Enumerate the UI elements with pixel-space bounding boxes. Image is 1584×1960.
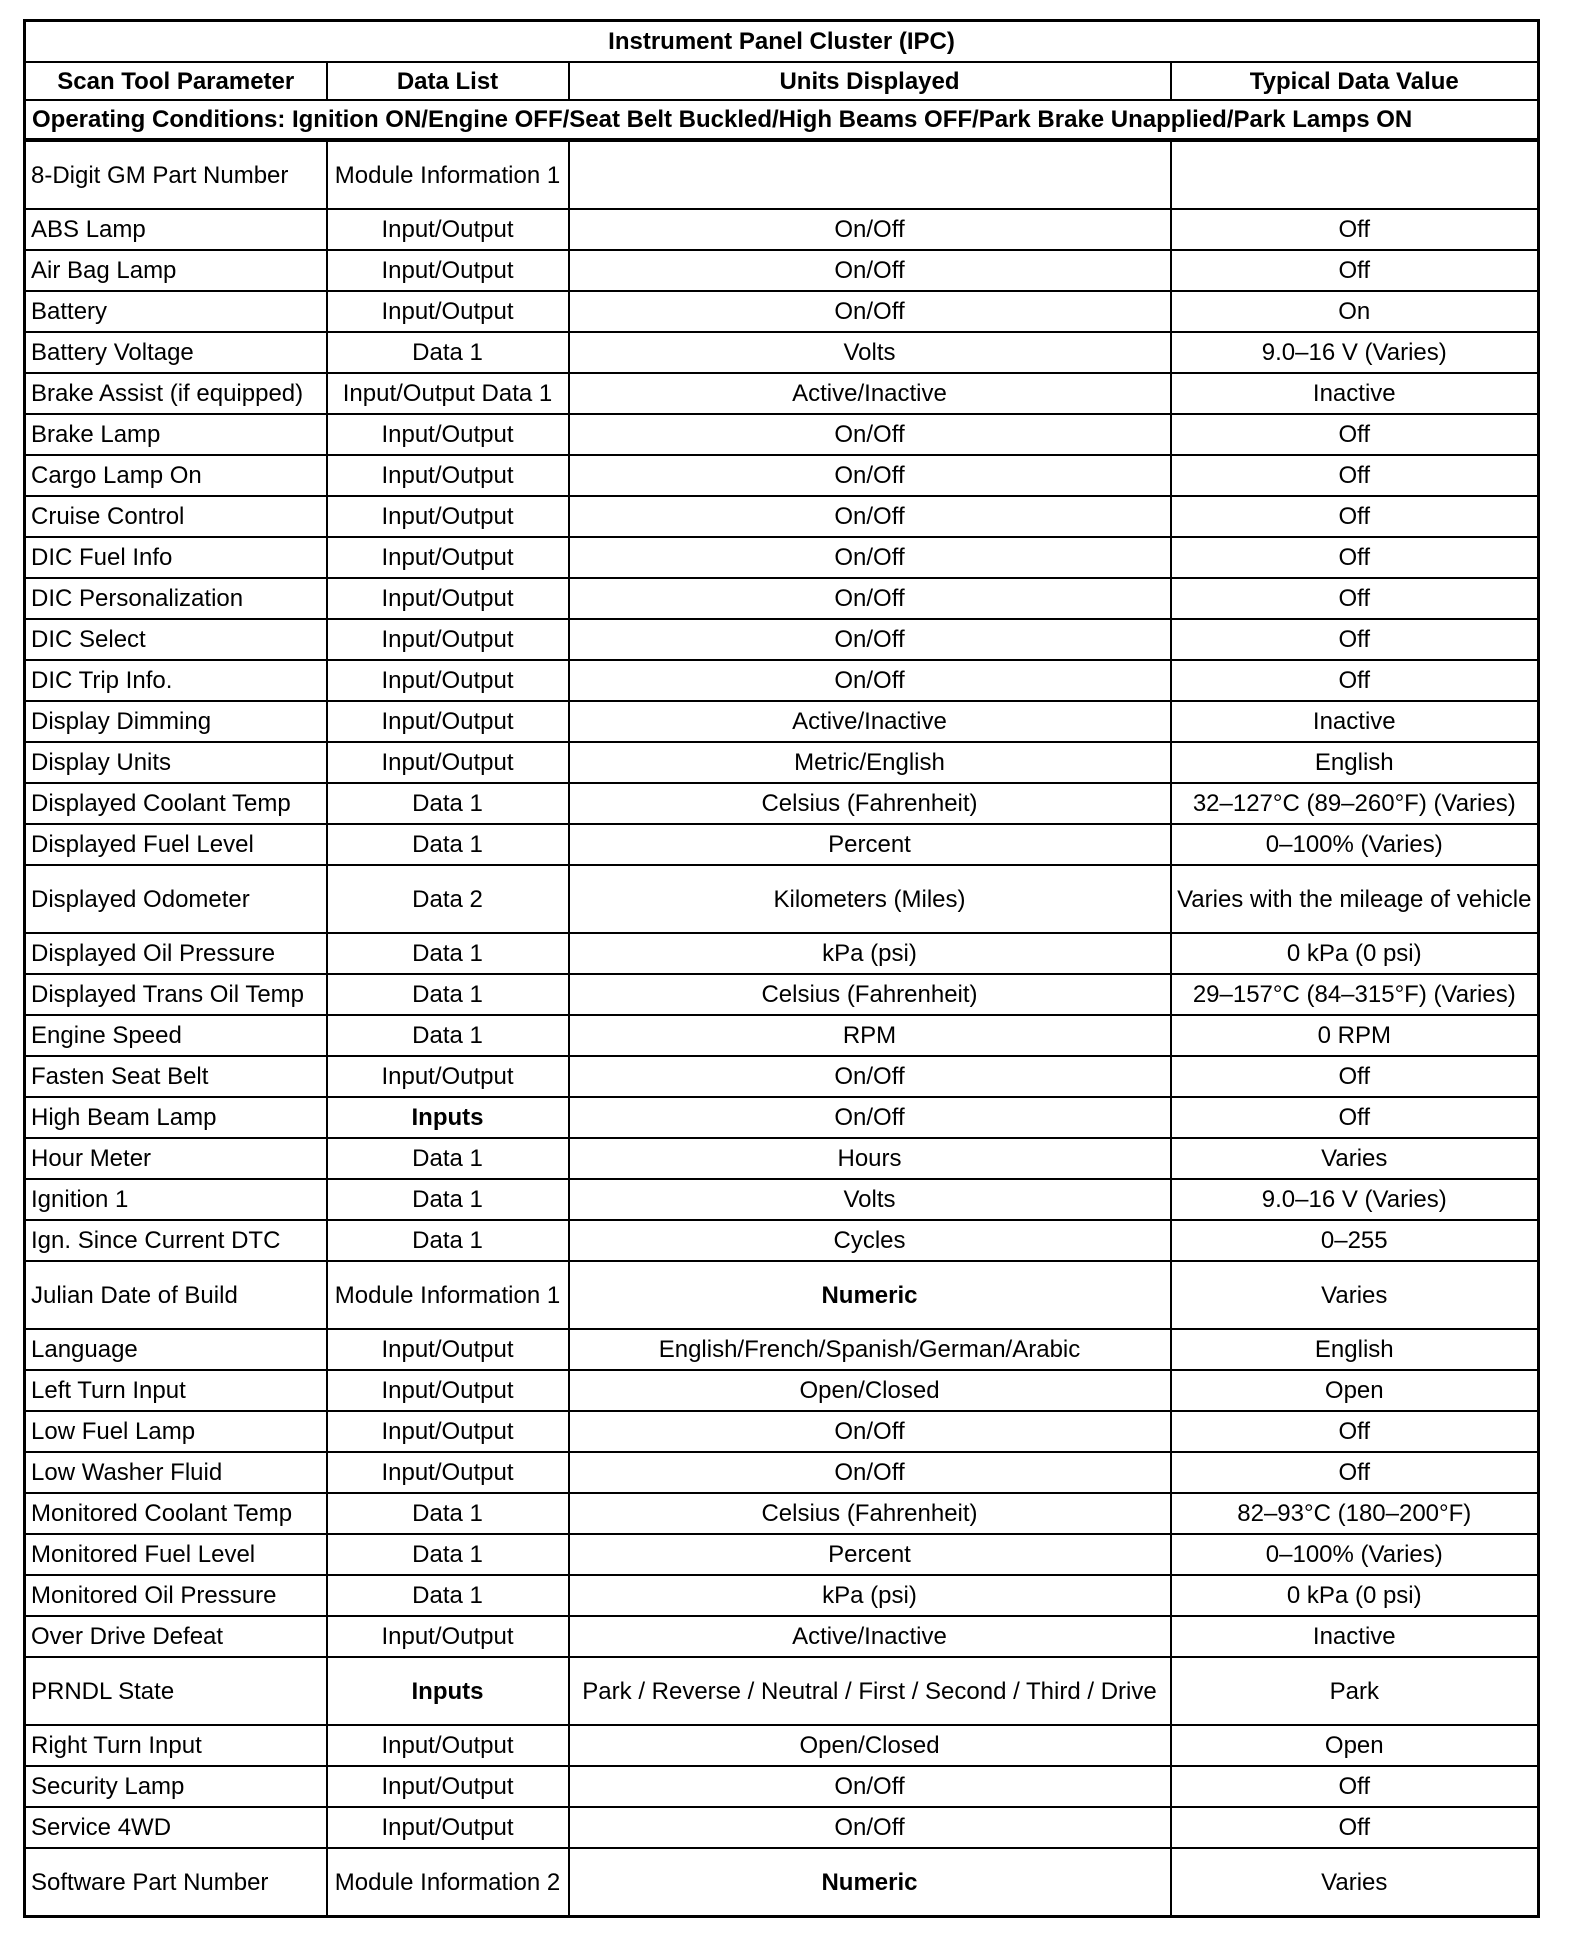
cell-units-displayed: On/Off — [569, 291, 1171, 332]
cell-typical-value: Off — [1171, 455, 1539, 496]
cell-units-displayed: RPM — [569, 1015, 1171, 1056]
cell-units-displayed: Metric/English — [569, 742, 1171, 783]
cell-parameter: Displayed Trans Oil Temp — [25, 974, 327, 1015]
header-units-displayed: Units Displayed — [569, 62, 1171, 100]
cell-units-displayed: On/Off — [569, 209, 1171, 250]
cell-typical-value: Off — [1171, 1452, 1539, 1493]
cell-parameter: Brake Assist (if equipped) — [25, 373, 327, 414]
cell-data-list: Data 1 — [327, 1015, 569, 1056]
cell-typical-value: Varies — [1171, 1261, 1539, 1329]
cell-typical-value: Off — [1171, 496, 1539, 537]
table-row — [25, 140, 1539, 209]
table-row — [25, 1220, 1539, 1261]
table-row — [25, 1097, 1539, 1138]
cell-typical-value: Off — [1171, 1807, 1539, 1848]
cell-units-displayed: On/Off — [569, 1452, 1171, 1493]
cell-units-displayed: Celsius (Fahrenheit) — [569, 974, 1171, 1015]
cell-data-list: Input/Output — [327, 414, 569, 455]
cell-data-list: Input/Output — [327, 455, 569, 496]
cell-parameter: High Beam Lamp — [25, 1097, 327, 1138]
cell-units-displayed: On/Off — [569, 496, 1171, 537]
table-row — [25, 1411, 1539, 1452]
cell-typical-value: On — [1171, 291, 1539, 332]
cell-parameter: Cargo Lamp On — [25, 455, 327, 496]
cell-data-list: Input/Output — [327, 1370, 569, 1411]
cell-units-displayed: On/Off — [569, 1097, 1171, 1138]
table-row — [25, 455, 1539, 496]
table-row — [25, 291, 1539, 332]
cell-parameter: Hour Meter — [25, 1138, 327, 1179]
table-row — [25, 1138, 1539, 1179]
cell-parameter: Low Washer Fluid — [25, 1452, 327, 1493]
cell-parameter: Displayed Oil Pressure — [25, 933, 327, 974]
ipc-data-table — [23, 19, 1540, 1918]
cell-parameter: Displayed Fuel Level — [25, 824, 327, 865]
cell-typical-value: 0–100% (Varies) — [1171, 824, 1539, 865]
table-row — [25, 1848, 1539, 1917]
cell-parameter: Right Turn Input — [25, 1725, 327, 1766]
cell-parameter: DIC Select — [25, 619, 327, 660]
header-scan-tool-parameter: Scan Tool Parameter — [25, 62, 327, 100]
cell-units-displayed: Celsius (Fahrenheit) — [569, 783, 1171, 824]
cell-data-list: Data 1 — [327, 1534, 569, 1575]
cell-units-displayed: Hours — [569, 1138, 1171, 1179]
cell-typical-value: 0–255 — [1171, 1220, 1539, 1261]
cell-data-list: Inputs — [327, 1097, 569, 1138]
cell-data-list: Input/Output — [327, 1766, 569, 1807]
cell-parameter: Monitored Coolant Temp — [25, 1493, 327, 1534]
cell-units-displayed: Percent — [569, 824, 1171, 865]
operating-conditions-row — [25, 100, 1539, 140]
cell-parameter: Battery Voltage — [25, 332, 327, 373]
cell-units-displayed: Open/Closed — [569, 1370, 1171, 1411]
cell-units-displayed: Percent — [569, 1534, 1171, 1575]
cell-units-displayed: Kilometers (Miles) — [569, 865, 1171, 933]
cell-typical-value: Off — [1171, 578, 1539, 619]
cell-data-list: Input/Output — [327, 209, 569, 250]
cell-units-displayed — [569, 140, 1171, 209]
table-row — [25, 619, 1539, 660]
cell-units-displayed: Numeric — [569, 1261, 1171, 1329]
cell-typical-value: 9.0–16 V (Varies) — [1171, 332, 1539, 373]
cell-parameter: Battery — [25, 291, 327, 332]
cell-data-list: Input/Output — [327, 660, 569, 701]
table-row — [25, 578, 1539, 619]
cell-units-displayed: On/Off — [569, 578, 1171, 619]
table-row — [25, 373, 1539, 414]
cell-data-list: Input/Output — [327, 537, 569, 578]
table-row — [25, 1616, 1539, 1657]
cell-units-displayed: Park / Reverse / Neutral / First / Second / Third / Drive — [569, 1657, 1171, 1725]
cell-typical-value: Off — [1171, 537, 1539, 578]
cell-parameter: Display Dimming — [25, 701, 327, 742]
cell-data-list: Input/Output — [327, 1329, 569, 1370]
table-row — [25, 1534, 1539, 1575]
cell-units-displayed: On/Off — [569, 1807, 1171, 1848]
cell-parameter: Brake Lamp — [25, 414, 327, 455]
cell-parameter: Software Part Number — [25, 1848, 327, 1917]
cell-parameter: Displayed Odometer — [25, 865, 327, 933]
cell-typical-value: 0–100% (Varies) — [1171, 1534, 1539, 1575]
cell-units-displayed: Active/Inactive — [569, 373, 1171, 414]
cell-parameter: Ign. Since Current DTC — [25, 1220, 327, 1261]
cell-parameter: PRNDL State — [25, 1657, 327, 1725]
table-row — [25, 783, 1539, 824]
cell-typical-value: 9.0–16 V (Varies) — [1171, 1179, 1539, 1220]
cell-typical-value: 0 RPM — [1171, 1015, 1539, 1056]
cell-parameter: DIC Trip Info. — [25, 660, 327, 701]
cell-units-displayed: Volts — [569, 332, 1171, 373]
cell-data-list: Input/Output — [327, 578, 569, 619]
table-row — [25, 496, 1539, 537]
cell-data-list: Input/Output — [327, 1616, 569, 1657]
table-row — [25, 865, 1539, 933]
cell-typical-value: 0 kPa (0 psi) — [1171, 933, 1539, 974]
cell-data-list: Module Information 2 — [327, 1848, 569, 1917]
cell-data-list: Input/Output — [327, 1411, 569, 1452]
cell-units-displayed: Cycles — [569, 1220, 1171, 1261]
table-row — [25, 1575, 1539, 1616]
cell-typical-value: Off — [1171, 1411, 1539, 1452]
cell-typical-value: Varies — [1171, 1848, 1539, 1917]
cell-data-list: Data 1 — [327, 1220, 569, 1261]
cell-data-list: Data 1 — [327, 1138, 569, 1179]
cell-parameter: Low Fuel Lamp — [25, 1411, 327, 1452]
cell-parameter: 8-Digit GM Part Number — [25, 140, 327, 209]
table-row — [25, 974, 1539, 1015]
table-row — [25, 250, 1539, 291]
table-row — [25, 824, 1539, 865]
cell-typical-value: Off — [1171, 1766, 1539, 1807]
cell-units-displayed: On/Off — [569, 414, 1171, 455]
cell-data-list: Inputs — [327, 1657, 569, 1725]
cell-units-displayed: On/Off — [569, 1766, 1171, 1807]
table-row — [25, 660, 1539, 701]
cell-units-displayed: kPa (psi) — [569, 933, 1171, 974]
cell-parameter: Language — [25, 1329, 327, 1370]
cell-data-list: Input/Output — [327, 1725, 569, 1766]
column-header-row — [25, 62, 1539, 100]
cell-units-displayed: English/French/Spanish/German/Arabic — [569, 1329, 1171, 1370]
cell-typical-value: Off — [1171, 1056, 1539, 1097]
cell-data-list: Input/Output — [327, 250, 569, 291]
cell-units-displayed: On/Off — [569, 455, 1171, 496]
cell-parameter: Monitored Fuel Level — [25, 1534, 327, 1575]
cell-parameter: DIC Fuel Info — [25, 537, 327, 578]
cell-typical-value: Open — [1171, 1725, 1539, 1766]
table-row — [25, 742, 1539, 783]
cell-units-displayed: Numeric — [569, 1848, 1171, 1917]
cell-parameter: Engine Speed — [25, 1015, 327, 1056]
table-row — [25, 1015, 1539, 1056]
cell-data-list: Input/Output — [327, 1056, 569, 1097]
table-row — [25, 701, 1539, 742]
cell-parameter: Display Units — [25, 742, 327, 783]
cell-data-list: Input/Output — [327, 1807, 569, 1848]
cell-data-list: Input/Output — [327, 291, 569, 332]
cell-typical-value: English — [1171, 742, 1539, 783]
cell-parameter: DIC Personalization — [25, 578, 327, 619]
cell-typical-value — [1171, 140, 1539, 209]
cell-data-list: Module Information 1 — [327, 1261, 569, 1329]
cell-parameter: Julian Date of Build — [25, 1261, 327, 1329]
cell-typical-value: Park — [1171, 1657, 1539, 1725]
table-row — [25, 209, 1539, 250]
cell-parameter: Security Lamp — [25, 1766, 327, 1807]
cell-typical-value: 29–157°C (84–315°F) (Varies) — [1171, 974, 1539, 1015]
cell-parameter: ABS Lamp — [25, 209, 327, 250]
cell-parameter: Monitored Oil Pressure — [25, 1575, 327, 1616]
cell-typical-value: Inactive — [1171, 373, 1539, 414]
cell-typical-value: Off — [1171, 619, 1539, 660]
cell-data-list: Input/Output — [327, 496, 569, 537]
cell-typical-value: Off — [1171, 414, 1539, 455]
cell-data-list: Input/Output — [327, 701, 569, 742]
cell-data-list: Data 1 — [327, 933, 569, 974]
cell-data-list: Data 1 — [327, 332, 569, 373]
cell-data-list: Input/Output — [327, 619, 569, 660]
cell-parameter: Displayed Coolant Temp — [25, 783, 327, 824]
cell-typical-value: Varies with the mileage of vehicle — [1171, 865, 1539, 933]
cell-typical-value: Varies — [1171, 1138, 1539, 1179]
cell-units-displayed: Volts — [569, 1179, 1171, 1220]
table-row — [25, 1179, 1539, 1220]
cell-typical-value: English — [1171, 1329, 1539, 1370]
cell-data-list: Data 1 — [327, 783, 569, 824]
cell-units-displayed: Active/Inactive — [569, 701, 1171, 742]
cell-parameter: Air Bag Lamp — [25, 250, 327, 291]
cell-data-list: Data 1 — [327, 1179, 569, 1220]
cell-typical-value: Inactive — [1171, 1616, 1539, 1657]
cell-parameter: Cruise Control — [25, 496, 327, 537]
table-row — [25, 1657, 1539, 1725]
table-row — [25, 1766, 1539, 1807]
table-row — [25, 414, 1539, 455]
table-row — [25, 332, 1539, 373]
cell-units-displayed: On/Off — [569, 537, 1171, 578]
cell-units-displayed: kPa (psi) — [569, 1575, 1171, 1616]
cell-typical-value: 82–93°C (180–200°F) — [1171, 1493, 1539, 1534]
cell-data-list: Data 1 — [327, 824, 569, 865]
cell-units-displayed: On/Off — [569, 660, 1171, 701]
table-row — [25, 1056, 1539, 1097]
cell-units-displayed: On/Off — [569, 250, 1171, 291]
cell-units-displayed: Active/Inactive — [569, 1616, 1171, 1657]
cell-typical-value: Off — [1171, 250, 1539, 291]
cell-units-displayed: Open/Closed — [569, 1725, 1171, 1766]
table-row — [25, 1725, 1539, 1766]
cell-units-displayed: On/Off — [569, 619, 1171, 660]
header-typical-data-value: Typical Data Value — [1171, 62, 1539, 100]
cell-data-list: Data 1 — [327, 1493, 569, 1534]
cell-parameter: Fasten Seat Belt — [25, 1056, 327, 1097]
cell-data-list: Input/Output — [327, 1452, 569, 1493]
cell-parameter: Service 4WD — [25, 1807, 327, 1848]
table-row — [25, 1329, 1539, 1370]
table-row — [25, 537, 1539, 578]
cell-typical-value: 0 kPa (0 psi) — [1171, 1575, 1539, 1616]
table-title: Instrument Panel Cluster (IPC) — [25, 21, 1539, 63]
cell-units-displayed: Celsius (Fahrenheit) — [569, 1493, 1171, 1534]
cell-parameter: Over Drive Defeat — [25, 1616, 327, 1657]
cell-data-list: Module Information 1 — [327, 140, 569, 209]
cell-units-displayed: On/Off — [569, 1411, 1171, 1452]
operating-conditions: Operating Conditions: Ignition ON/Engine OFF/Seat Belt Buckled/High Beams OFF/Park Brake Unapplied/Park Lamps ON — [25, 100, 1539, 140]
table-row — [25, 933, 1539, 974]
cell-typical-value: 32–127°C (89–260°F) (Varies) — [1171, 783, 1539, 824]
table-title-row — [25, 21, 1539, 63]
table-row — [25, 1261, 1539, 1329]
table-row — [25, 1452, 1539, 1493]
cell-data-list: Data 2 — [327, 865, 569, 933]
cell-data-list: Input/Output Data 1 — [327, 373, 569, 414]
cell-parameter: Left Turn Input — [25, 1370, 327, 1411]
cell-parameter: Ignition 1 — [25, 1179, 327, 1220]
cell-data-list: Data 1 — [327, 1575, 569, 1616]
cell-typical-value: Off — [1171, 209, 1539, 250]
table-row — [25, 1370, 1539, 1411]
table-body — [25, 140, 1539, 1917]
table-row — [25, 1807, 1539, 1848]
cell-data-list: Data 1 — [327, 974, 569, 1015]
cell-data-list: Input/Output — [327, 742, 569, 783]
table-row — [25, 1493, 1539, 1534]
cell-typical-value: Off — [1171, 1097, 1539, 1138]
cell-typical-value: Inactive — [1171, 701, 1539, 742]
header-data-list: Data List — [327, 62, 569, 100]
cell-typical-value: Off — [1171, 660, 1539, 701]
cell-units-displayed: On/Off — [569, 1056, 1171, 1097]
cell-typical-value: Open — [1171, 1370, 1539, 1411]
